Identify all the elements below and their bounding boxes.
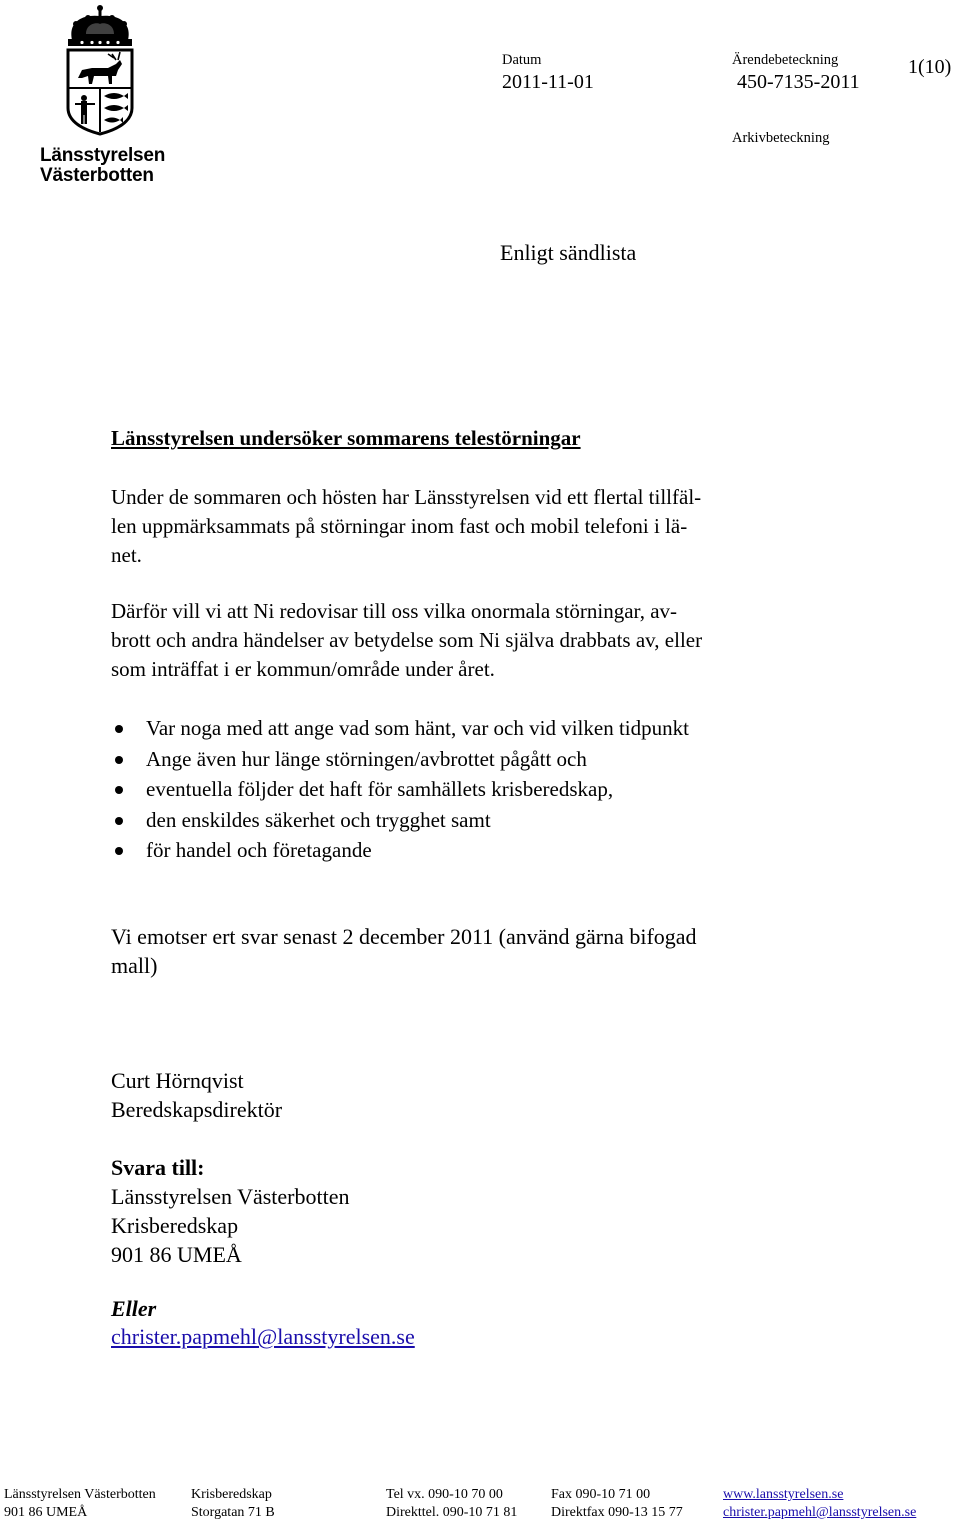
signer-name: Curt Hörnqvist <box>111 1068 244 1093</box>
signer-role: Beredskapsdirektör <box>111 1097 283 1122</box>
bullet-icon <box>115 817 123 825</box>
reply-address-block <box>111 1153 831 1269</box>
list-item-text: den enskildes säkerhet och trygghet samt <box>146 807 491 832</box>
request-line: brott och andra händelser av betydelse som Ni själva drabbats av, eller <box>111 628 703 652</box>
bullet-icon <box>115 847 123 855</box>
footer-org: Länsstyrelsen Västerbotten <box>4 1487 156 1502</box>
footer-postal: 901 86 UMEÅ <box>4 1505 88 1520</box>
intro-line: len uppmärksammats på störningar inom fast och mobil telefoni i lä- <box>111 514 688 538</box>
signature-block <box>111 1066 831 1124</box>
footer-department: Krisberedskap <box>191 1487 272 1502</box>
intro-line: Under de sommaren och hösten har Länsstyrelsen vid ett flertal tillfäl- <box>111 485 702 509</box>
page-title: Länsstyrelsen undersöker sommarens telestörningar <box>111 426 581 450</box>
bullet-icon <box>115 786 123 794</box>
instruction-list <box>111 713 689 866</box>
list-item <box>111 835 689 866</box>
request-paragraph <box>111 597 831 684</box>
date-label: Datum <box>502 52 542 68</box>
list-item <box>111 744 689 775</box>
list-item-text: eventuella följder det haft för samhällets krisberedskap, <box>146 777 614 801</box>
list-item <box>111 713 689 744</box>
list-item <box>111 774 689 805</box>
reply-address-line: 901 86 UMEÅ <box>111 1242 242 1267</box>
archive-label: Arkivbeteckning <box>732 130 830 146</box>
intro-line: net. <box>111 543 142 567</box>
case-number-value: 450-7135-2011 <box>737 71 860 93</box>
bullet-icon <box>115 756 123 764</box>
footer-phone-direct: Direkttel. 090-10 71 81 <box>386 1505 518 1520</box>
intro-paragraph <box>111 483 831 570</box>
request-line: Därför vill vi att Ni redovisar till oss vilka onormala störningar, av- <box>111 599 678 623</box>
list-item-text: för handel och företagande <box>146 838 372 862</box>
deadline-paragraph <box>111 922 831 980</box>
deadline-line: Vi emotser ert svar senast 2 december 2011 (använd gärna bifogad <box>111 924 697 949</box>
reply-label: Svara till: <box>111 1155 205 1180</box>
footer-fax-direct: Direktfax 090-13 15 77 <box>551 1505 683 1520</box>
list-item <box>111 805 689 836</box>
reply-email-link[interactable]: christer.papmehl@lansstyrelsen.se <box>111 1324 415 1349</box>
footer-website-link[interactable]: www.lansstyrelsen.se <box>723 1487 844 1502</box>
date-value: 2011-11-01 <box>502 71 594 93</box>
list-item-text: Var noga med att ange vad som hänt, var och vid vilken tidpunkt <box>146 716 689 740</box>
or-label: Eller <box>111 1296 157 1321</box>
case-number-label: Ärendebeteckning <box>732 52 839 68</box>
list-item-text: Ange även hur länge störningen/avbrottet pågått och <box>146 746 587 771</box>
footer-phone-switchboard: Tel vx. 090-10 70 00 <box>386 1487 503 1502</box>
reply-address-line: Krisberedskap <box>111 1213 239 1238</box>
footer-fax: Fax 090-10 71 00 <box>551 1487 651 1502</box>
bullet-icon <box>115 725 123 733</box>
organization-name-line1: Länsstyrelsen <box>40 145 166 166</box>
reply-address-line: Länsstyrelsen Västerbotten <box>111 1184 350 1209</box>
deadline-line: mall) <box>111 953 158 978</box>
request-line: som inträffat i er kommun/område under året. <box>111 657 495 681</box>
page-number: 1(10) <box>908 56 952 78</box>
organization-name-line2: Västerbotten <box>40 165 154 186</box>
footer-street: Storgatan 71 B <box>191 1505 275 1520</box>
recipient: Enligt sändlista <box>500 240 637 265</box>
coat-of-arms-icon <box>62 4 138 136</box>
footer-email-link[interactable]: christer.papmehl@lansstyrelsen.se <box>723 1505 917 1520</box>
